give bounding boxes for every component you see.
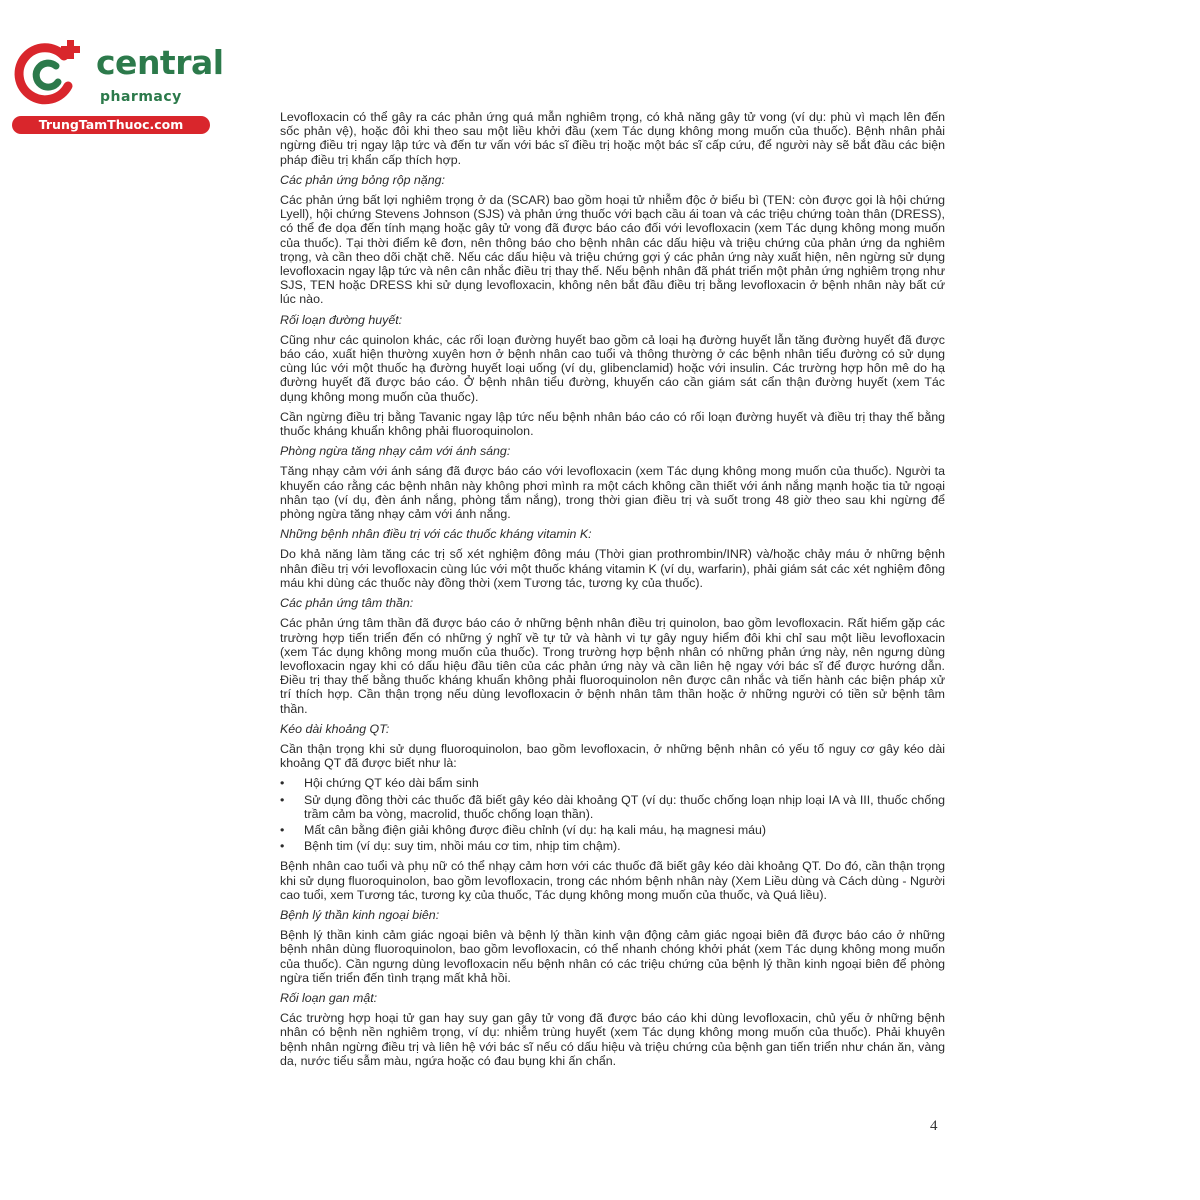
section-heading-glucose: Rối loạn đường huyết: <box>280 312 403 327</box>
list-item <box>280 823 945 837</box>
bullet-marker: • <box>280 822 285 837</box>
section-body-glucose-2: Cần ngừng điều trị bằng Tavanic ngay lập tức nếu bệnh nhân báo cáo có rối loạn đường huyết và điều trị thay thế bằng thuốc kháng khuẩn không phải fluoroquinolon. <box>280 409 945 439</box>
logo-subtitle: pharmacy <box>100 89 182 105</box>
bullet-marker: • <box>280 792 285 807</box>
section-body-photosensitivity: Tăng nhạy cảm với ánh sáng đã được báo cáo với levofloxacin (xem Tác dụng không mong muốn của thuốc). Người ta khuyến cáo rằng các bệnh nhân này không phơi mình ra một cách không cần thiết với ánh nắng mạnh hoặc tia tử ngoại nhân tạo (ví dụ, đèn ánh nắng, phòng tắm nắng), trong thời gian điều trị và suốt trong 48 giờ theo sau khi ngừng để phòng ngừa tăng nhạy cảm với ánh nắng. <box>280 464 945 522</box>
document-body <box>280 110 945 1074</box>
section-body-qt-1: Cần thận trọng khi sử dụng fluoroquinolon, bao gồm levofloxacin, ở những bệnh nhân có yếu tố nguy cơ gây kéo dài khoảng QT đã được biết như là: <box>280 741 945 771</box>
list-item <box>280 776 945 790</box>
list-item-text: Mất cân bằng điện giải không được điều chỉnh (ví dụ: hạ kali máu, hạ magnesi máu) <box>304 822 767 837</box>
section-body-hepatobiliary: Các trường hợp hoại tử gan hay suy gan gây tử vong đã được báo cáo khi dùng levofloxacin, chủ yếu ở những bệnh nhân có bệnh nền nghiêm trọng, ví dụ: nhiễm trùng huyết (xem Tác dụng không mong muốn của thuốc). Phải khuyên bệnh nhân ngừng điều trị và liên hệ với bác sĩ nếu có dấu hiệu và triệu chứng của bệnh gan tiến triển như chán ăn, vàng da, nước tiểu sẫm màu, ngứa hoặc có đau bụng khi ấn chẩn. <box>280 1011 945 1068</box>
intro-paragraph: Levofloxacin có thể gây ra các phản ứng quá mẫn nghiêm trọng, có khả năng gây tử vong (ví dụ: phù vì mạch lên đến sốc phản vệ), hoặc đôi khi theo sau một liều khởi đầu (xem Tác dụng không mong muốn của thuốc). Bệnh nhân phải ngừng điều trị ngay lập tức và đến tư vấn với bác sĩ điều trị hoặc một bác sĩ cấp cứu, để người này sẽ bắt đầu các biện pháp điều trị khẩn cấp thích hợp. <box>280 110 945 167</box>
section-heading-qt: Kéo dài khoảng QT: <box>280 721 390 736</box>
section-heading-psychiatric: Các phản ứng tâm thần: <box>280 596 414 611</box>
logo-c-cross-icon <box>12 36 86 110</box>
section-heading-scar: Các phản ứng bỏng rộp nặng: <box>280 172 445 187</box>
section-body-glucose-1: Cũng như các quinolon khác, các rối loạn đường huyết bao gồm cả loại hạ đường huyết lẫn tăng đường huyết đã được báo cáo, xuất hiện thường xuyên hơn ở bệnh nhân cao tuổi và thông thường ở các bệnh nhân tiểu đường có sử dụng cùng lúc với một thuốc hạ đường huyết loại uống (ví dụ, glibenclamid) hoặc với insulin. Các trường hợp hôn mê do hạ đường huyết đã được báo cáo. Ở bệnh nhân tiểu đường, khuyến cáo cần giám sát cẩn thận đường huyết (xem Tác dụng không mong muốn của thuốc). <box>280 332 945 404</box>
list-item-text: Sử dụng đồng thời các thuốc đã biết gây kéo dài khoảng QT (ví dụ: thuốc chống loạn nhịp loại IA và III, thuốc chống trầm cảm ba vòng, macrolid, thuốc chống loạn thần). <box>304 792 945 821</box>
section-heading-neuropathy: Bệnh lý thần kinh ngoại biên: <box>280 907 440 922</box>
page-number: 4 <box>930 1118 938 1134</box>
section-heading-photosensitivity: Phòng ngừa tăng nhạy cảm với ánh sáng: <box>280 444 511 459</box>
list-item-text: Bệnh tim (ví dụ: suy tim, nhồi máu cơ tim, nhịp tim chậm). <box>304 839 621 854</box>
list-item <box>280 793 945 821</box>
bullet-marker: • <box>280 839 285 854</box>
section-body-neuropathy: Bệnh lý thần kinh cảm giác ngoại biên và bệnh lý thần kinh vận động cảm giác ngoại biên đã được báo cáo ở những bệnh nhân dùng fluoroquinolon, bao gồm levofloxacin, có thể nhanh chóng khởi phát (xem Tác dụng không mong muốn của thuốc). Cần ngưng dùng levofloxacin nếu bệnh nhân có các triệu chứng của bệnh lý thần kinh ngoại biên để phòng ngừa tiến triển đến tình trạng mất khả hồi. <box>280 928 945 985</box>
pharmacy-logo[interactable] <box>10 36 224 136</box>
logo-site-badge: TrungTamThuoc.com <box>12 116 210 134</box>
section-heading-hepatobiliary: Rối loạn gan mật: <box>280 990 378 1005</box>
section-body-vitamin-k: Do khả năng làm tăng các trị số xét nghiệm đông máu (Thời gian prothrombin/INR) và/hoặc chảy máu ở những bệnh nhân điều trị với levofloxacin cùng lúc với một thuốc kháng vitamin K (ví dụ, warfarin), phải giám sát các xét nghiệm đông máu khi dùng các thuốc này đồng thời (xem Tương tác, tương kỵ của thuốc). <box>280 547 945 590</box>
section-heading-vitamin-k: Những bệnh nhân điều trị với các thuốc kháng vitamin K: <box>280 527 592 542</box>
list-item <box>280 839 945 853</box>
list-item-text: Hội chứng QT kéo dài bẩm sinh <box>304 776 479 791</box>
qt-risk-list <box>280 776 945 853</box>
bullet-marker: • <box>280 776 285 791</box>
section-body-scar: Các phản ứng bất lợi nghiêm trọng ở da (SCAR) bao gồm hoại tử nhiễm độc ở biểu bì (TEN: còn được gọi là hội chứng Lyell), hội chứng Stevens Johnson (SJS) và phản ứng thuốc với bạch cầu ái toan và các triệu chứng toàn thân (DRESS), có thể đe dọa đến tính mạng hoặc gây tử vong đã được báo cáo đối với levofloxacin (xem Tác dụng không mong muốn của thuốc). Tại thời điểm kê đơn, nên thông báo cho bệnh nhân các dấu hiệu và triệu chứng của phản ứng da nghiêm trọng, và cần theo dõi chặt chẽ. Nếu các dấu hiệu và triệu chứng gợi ý các phản ứng này xuất hiện, nên ngừng sử dụng levofloxacin ngay lập tức và nên cân nhắc điều trị thay thế. Nếu bệnh nhân đã phát triển một phản ứng nghiêm trọng như SJS, TEN hoặc DRESS khi sử dụng levofloxacin, không nên bắt đầu điều trị bằng levofloxacin ở bệnh nhân này bất cứ lúc nào. <box>280 193 945 307</box>
section-body-qt-2: Bệnh nhân cao tuổi và phụ nữ có thể nhạy cảm hơn với các thuốc đã biết gây kéo dài khoảng QT. Do đó, cần thận trọng khi sử dụng fluoroquinolon, bao gồm levofloxacin, trong các nhóm bệnh nhân này (Xem Liều dùng và Cách dùng - Người cao tuổi, xem Tương tác, tương kỵ của thuốc, Tác dụng không mong muốn của thuốc, và Quá liều). <box>280 859 945 902</box>
section-body-psychiatric: Các phản ứng tâm thần đã được báo cáo ở những bệnh nhân điều trị quinolon, bao gồm levofloxacin. Rất hiếm gặp các trường hợp tiến triển đến có những ý nghĩ về tự tử và hành vi tự gây nguy hiểm đôi khi chỉ sau một liều levofloxacin (xem Tác dụng không mong muốn của thuốc). Trong trường hợp bệnh nhân có những phản ứng này, nên ngưng dùng levofloxacin ngay khi có dấu hiệu đầu tiên của các phản ứng này và cần liên hệ ngay với bác sĩ để được hướng dẫn. Điều trị thay thế bằng thuốc kháng khuẩn không phải fluoroquinolon nên được cân nhắc và tiến hành các biện pháp xử trí thích hợp. Cần thận trọng nếu dùng levofloxacin ở bệnh nhân tâm thần hoặc ở những người có tiền sử bệnh tâm thần. <box>280 616 945 716</box>
logo-wordmark: central <box>96 43 224 82</box>
